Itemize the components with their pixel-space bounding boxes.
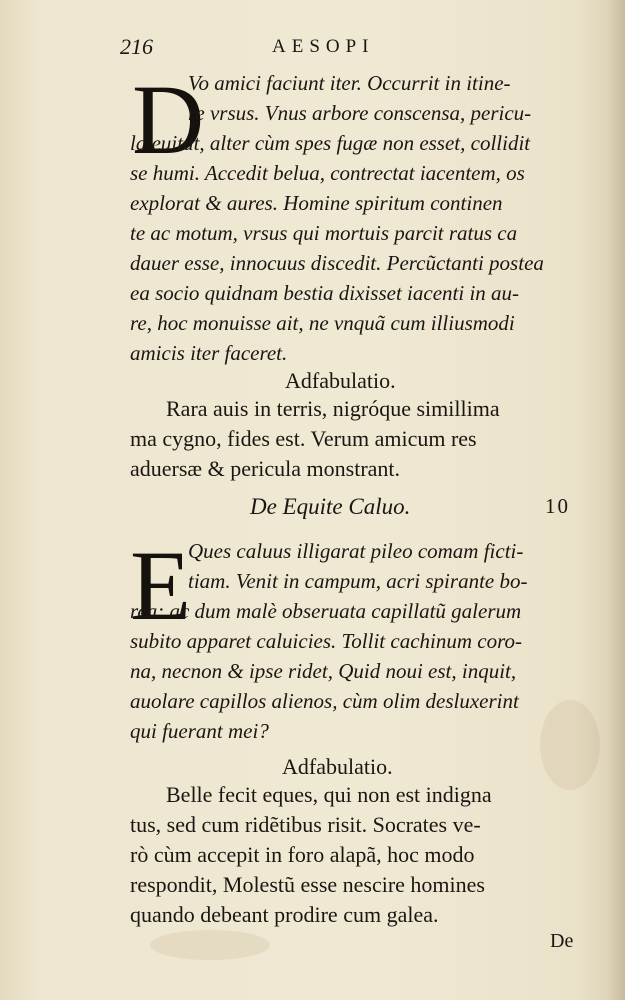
- fable1-moral: [130, 394, 585, 484]
- text-line: te ac motum, vrsus qui mortuis parcit ratus ca: [130, 221, 518, 245]
- text-line: rò cùm accepit in foro alapã, hoc modo: [130, 842, 475, 867]
- text-line: subito apparet caluicies. Tollit cachinum coro-: [130, 629, 522, 653]
- page-gutter-shadow: [607, 0, 625, 1000]
- text-line: aduersæ & pericula monstrant.: [130, 456, 401, 481]
- text-line: re vrsus. Vnus arbore conscensa, pericu-: [188, 101, 532, 125]
- fable-title: De Equite Caluo.: [250, 494, 411, 519]
- moral-heading: Adfabulatio.: [285, 368, 396, 393]
- text-line: la euitat, alter cùm spes fugæ non esset, collidit: [130, 131, 531, 155]
- fable-number: 10: [545, 494, 570, 518]
- text-line: ea socio quidnam bestia dixisset iacenti in au-: [130, 281, 520, 305]
- text-line: Rara auis in terris, nigróque simillima: [166, 396, 500, 421]
- text-line: Vo amici faciunt iter. Occurrit in itine-: [188, 71, 511, 95]
- fable2-text: [130, 530, 585, 746]
- text-line: se humi. Accedit belua, contrectat iacentem, os: [130, 161, 525, 185]
- page-number: 216: [120, 34, 153, 59]
- drop-cap-d: D: [132, 64, 205, 175]
- drop-cap-e: E: [130, 530, 192, 641]
- text-line: na, necnon & ipse ridet, Quid noui est, inquit,: [130, 659, 517, 683]
- text-line: respondit, Molestũ esse nescire homines: [130, 872, 485, 897]
- fable2-moral: [130, 780, 585, 930]
- text-line: dauer esse, innocuus discedit. Percũctanti postea: [130, 251, 544, 275]
- text-line: tus, sed cum ridẽtibus risit. Socrates ve-: [130, 812, 481, 837]
- text-line: re, hoc monuisse ait, ne vnquã cum illiusmodi: [130, 311, 515, 335]
- text-line: tiam. Venit in campum, acri spirante bo-: [188, 569, 528, 593]
- fable1-text: [130, 64, 585, 368]
- paper-stain: [150, 930, 270, 960]
- page-header: [120, 34, 460, 58]
- text-line: ma cygno, fides est. Verum amicum res: [130, 426, 477, 451]
- text-line: quando debeant prodire cum galea.: [130, 902, 439, 927]
- text-line: explorat & aures. Homine spiritum continen: [130, 191, 503, 215]
- text-line: auolare capillos alienos, cùm olim desluxerint: [130, 689, 519, 713]
- text-line: amicis iter faceret.: [130, 341, 288, 365]
- catchword: De: [550, 930, 574, 952]
- running-head: AESOPI: [272, 36, 375, 57]
- text-line: Ques caluus illigarat pileo comam ficti-: [188, 539, 524, 563]
- text-line: rea: ac dum malè obseruata capillatũ galerum: [130, 599, 522, 623]
- text-line: qui fuerant mei?: [130, 719, 269, 743]
- moral-heading: Adfabulatio.: [282, 754, 393, 779]
- text-line: Belle fecit eques, qui non est indigna: [166, 782, 492, 807]
